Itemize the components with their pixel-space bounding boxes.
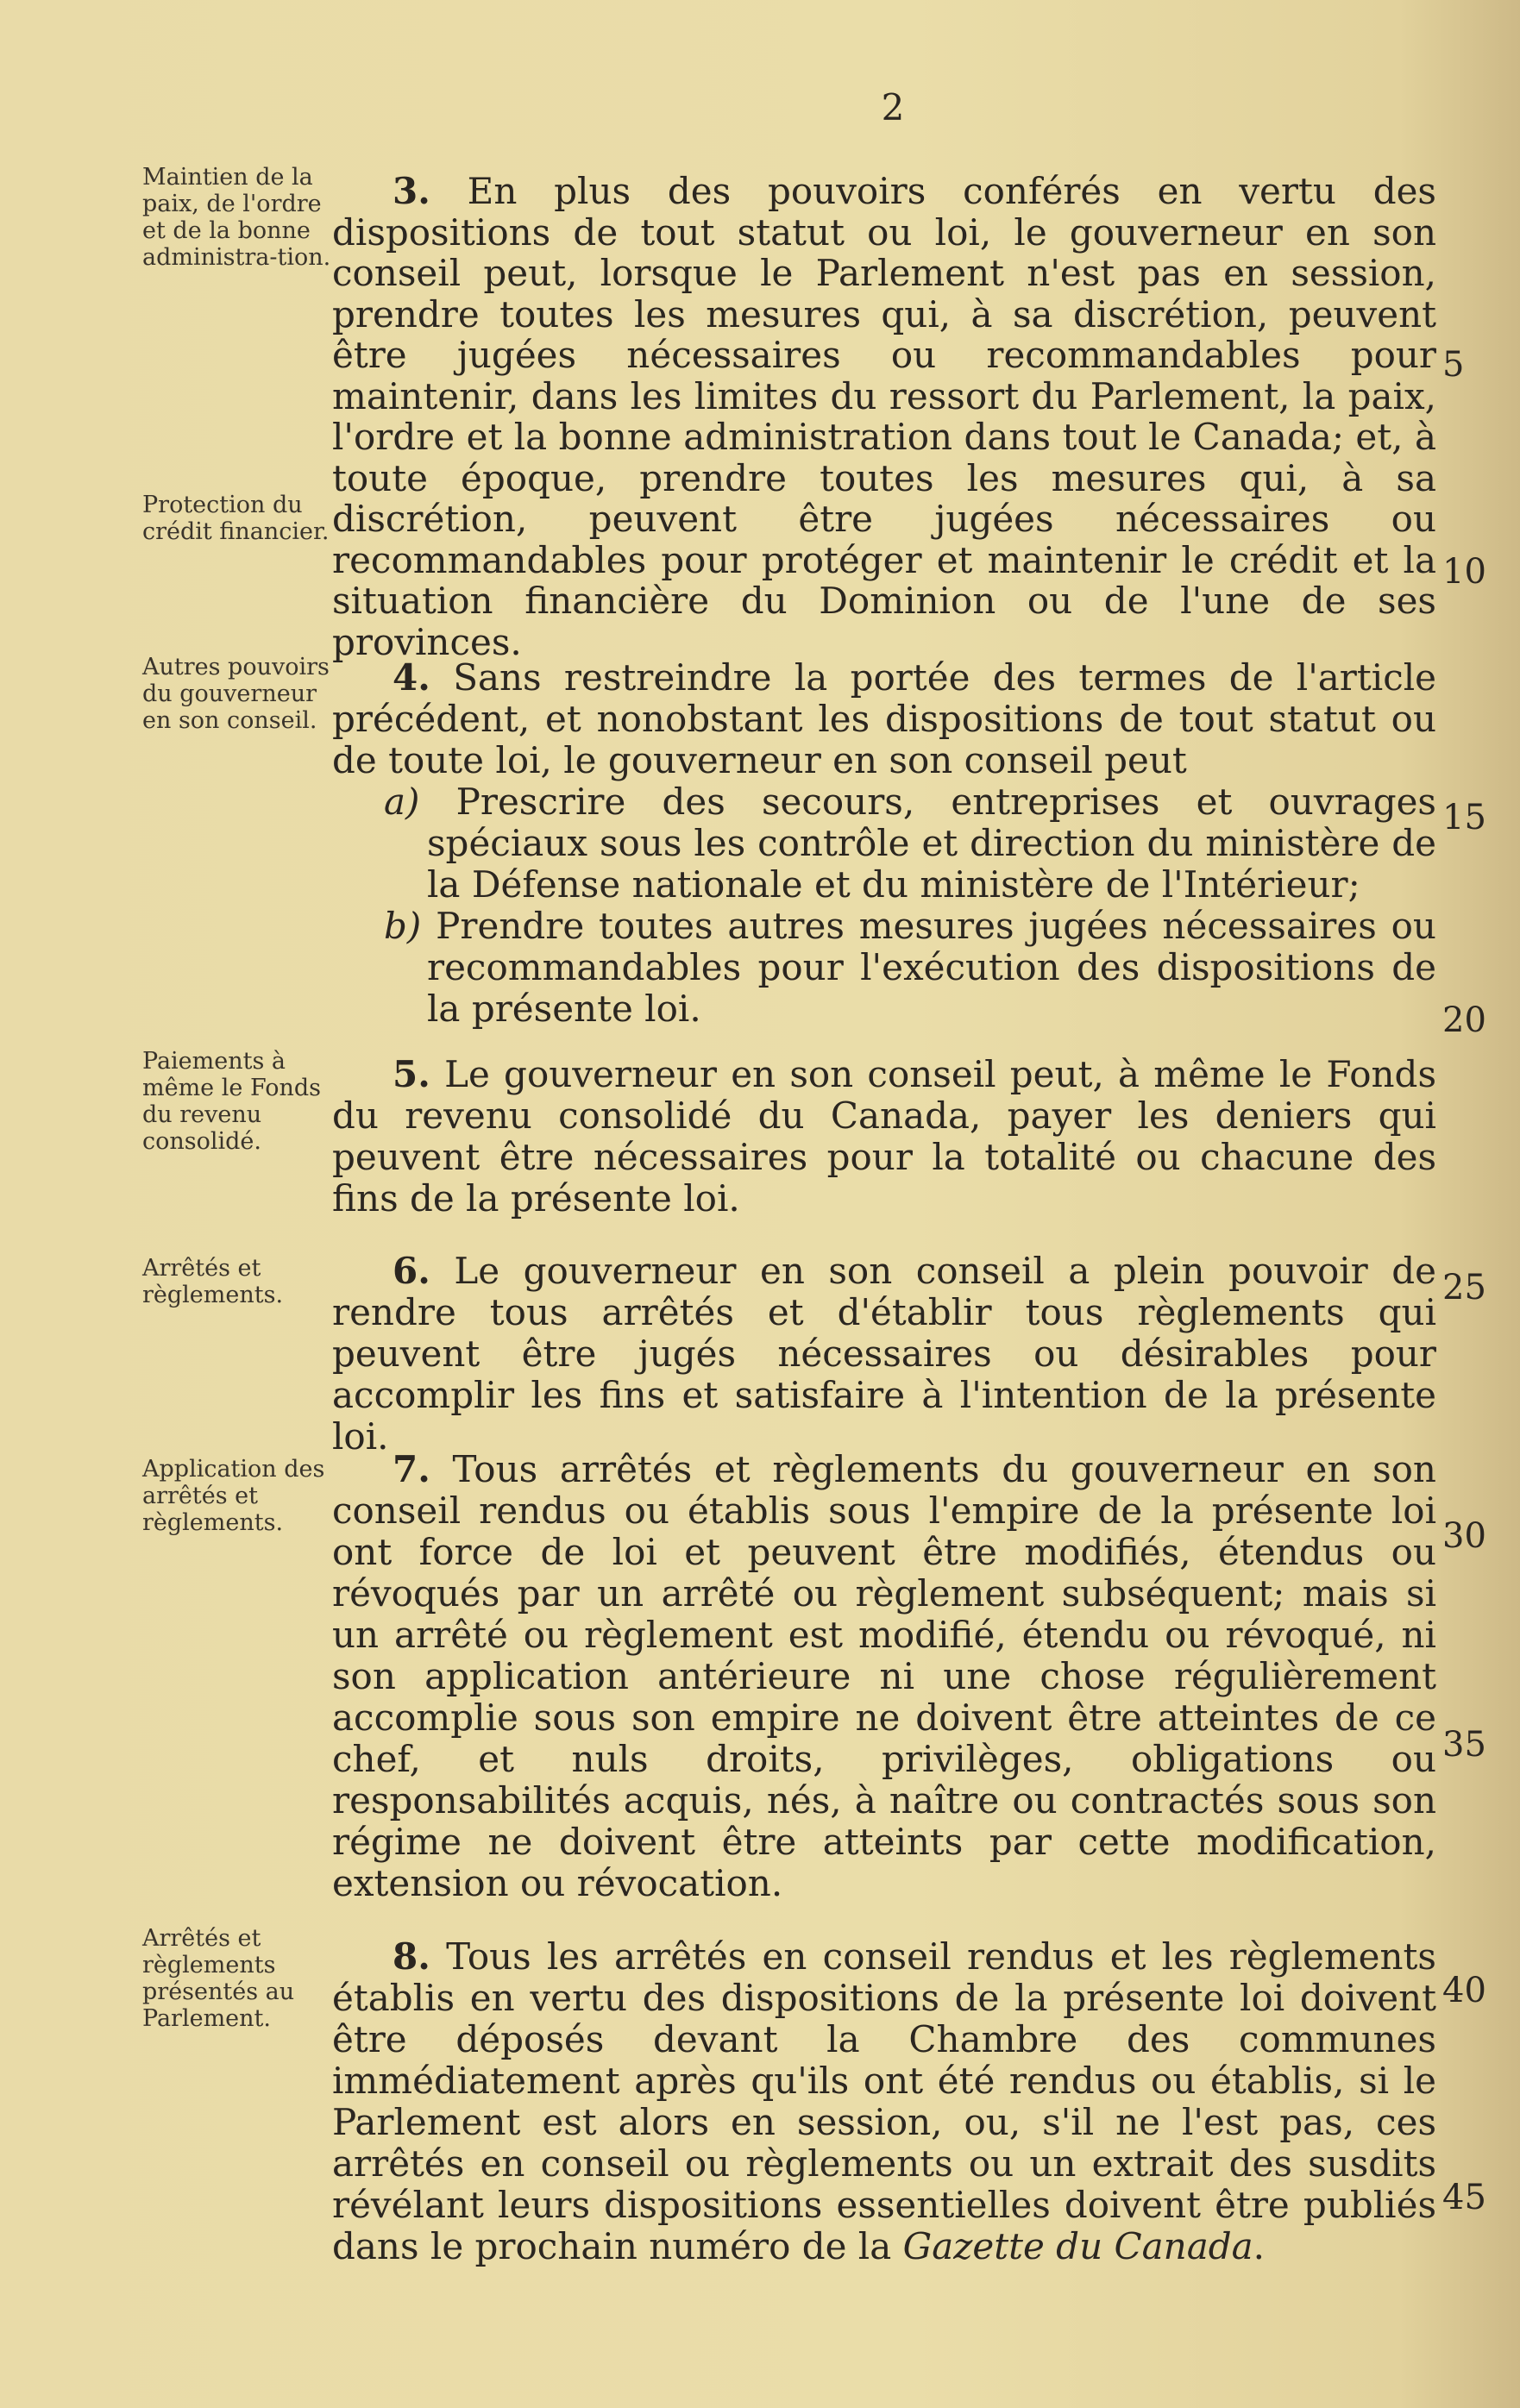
section-6-number: 6. <box>393 1250 430 1292</box>
section-8-end: . <box>1253 2225 1266 2267</box>
line-number-15: 15 <box>1442 798 1486 837</box>
section-5-text: Le gouverneur en son conseil peut, à même le Fonds du revenu consolidé du Canada, payer les deniers qui peuvent être nécessaires pour la totalité ou chacune des fins de la présente loi. <box>332 1053 1437 1220</box>
section-8-number: 8. <box>393 1935 430 1978</box>
line-number-45: 45 <box>1442 2178 1486 2217</box>
section-5-number: 5. <box>393 1053 430 1095</box>
section-8-text: Tous les arrêtés en conseil rendus et les règlements établis en vertu des dispositions de la présente loi doivent être déposés devant la Chambre des communes immédiatement après qu'ils ont été rendus ou établis, si le Parlement est alors en session, ou, s'il ne l'est pas, ces arrêtés en conseil ou règlements ou un extrait des susdits révélant leurs dispositions essentielles doivent être publiés dans le prochain numéro de la <box>332 1935 1436 2267</box>
section-3-paragraph <box>332 171 1436 662</box>
section-4-item-a <box>384 781 1436 906</box>
section-8-paragraph <box>332 1936 1436 2267</box>
margin-note-maintien: Maintien de la paix, de l'ordre et de la bonne administra-tion. <box>142 164 331 271</box>
item-a-label: a) <box>384 781 420 823</box>
line-number-30: 30 <box>1442 1516 1486 1556</box>
section-4-item-b <box>384 906 1436 1030</box>
section-6-text: Le gouverneur en son conseil a plein pouvoir de rendre tous arrêtés et d'établir tous règlements qui peuvent être jugés nécessaires ou désirables pour accomplir les fins et satisfaire à l'intention de la présente loi. <box>332 1250 1436 1458</box>
margin-note-presentes: Arrêtés et règlements présentés au Parlement. <box>142 1925 295 2032</box>
margin-note-application: Application des arrêtés et règlements. <box>142 1456 325 1536</box>
margin-note-arretes: Arrêtés et règlements. <box>142 1255 284 1308</box>
line-number-25: 25 <box>1442 1268 1486 1307</box>
section-7-paragraph <box>332 1449 1436 1904</box>
section-5-paragraph <box>332 1054 1436 1220</box>
margin-note-paiements: Paiements à même le Fonds du revenu consolidé. <box>142 1048 321 1155</box>
section-4-text: Sans restreindre la portée des termes de l'article précédent, et nonobstant les dispositions de tout statut ou de toute loi, le gouverneur en son conseil peut <box>332 656 1437 781</box>
item-a-text: Prescrire des secours, entreprises et ouvrages spéciaux sous les contrôle et direction du ministère de la Défense nationale et du ministère de l'Intérieur; <box>427 781 1436 906</box>
section-6-paragraph <box>332 1251 1436 1458</box>
line-number-10: 10 <box>1442 552 1486 592</box>
section-4-paragraph <box>332 657 1436 1030</box>
section-3-number: 3. <box>393 170 430 212</box>
gazette-title: Gazette du Canada <box>902 2225 1253 2267</box>
line-number-5: 5 <box>1442 345 1465 385</box>
margin-note-autres-pouvoirs: Autres pouvoirs du gouverneur en son conseil. <box>142 654 330 734</box>
margin-note-protection: Protection du crédit financier. <box>142 492 330 545</box>
page-number: 2 <box>881 86 905 129</box>
line-number-40: 40 <box>1442 1971 1486 2010</box>
section-7-number: 7. <box>393 1448 430 1490</box>
line-number-20: 20 <box>1442 1000 1486 1040</box>
item-b-label: b) <box>384 905 422 947</box>
item-b-text: Prendre toutes autres mesures jugées nécessaires ou recommandables pour l'exécution des dispositions de la présente loi. <box>427 905 1436 1030</box>
section-4-number: 4. <box>393 656 430 699</box>
section-7-text: Tous arrêtés et règlements du gouverneur en son conseil rendus ou établis sous l'empire de la présente loi ont force de loi et peuvent être modifiés, étendus ou révoqués par un arrêté ou règlement subséquent; mais si un arrêté ou règlement est modifié, étendu ou révoqué, ni son application antérieure ni une chose régulièrement accomplie sous son empire ne doivent être atteintes de ce chef, et nuls droits, privilèges, obligations ou responsabilités acquis, nés, à naître ou contractés sous son régime ne doivent être atteints par cette modification, extension ou révocation. <box>332 1448 1436 1904</box>
line-number-35: 35 <box>1442 1725 1486 1765</box>
section-3-text: En plus des pouvoirs conférés en vertu des dispositions de tout statut ou loi, le gouverneur en son conseil peut, lorsque le Parlement n'est pas en session, prendre toutes les mesures qui, à sa discrétion, peuvent être jugées nécessaires ou recommandables pour maintenir, dans les limites du ressort du Parlement, la paix, l'ordre et la bonne administration dans tout le Canada; et, à toute époque, prendre toutes les mesures qui, à sa discrétion, peuvent être jugées nécessaires ou recommandables pour protéger et maintenir le crédit et la situation financière du Dominion ou de l'une de ses provinces. <box>332 170 1436 663</box>
